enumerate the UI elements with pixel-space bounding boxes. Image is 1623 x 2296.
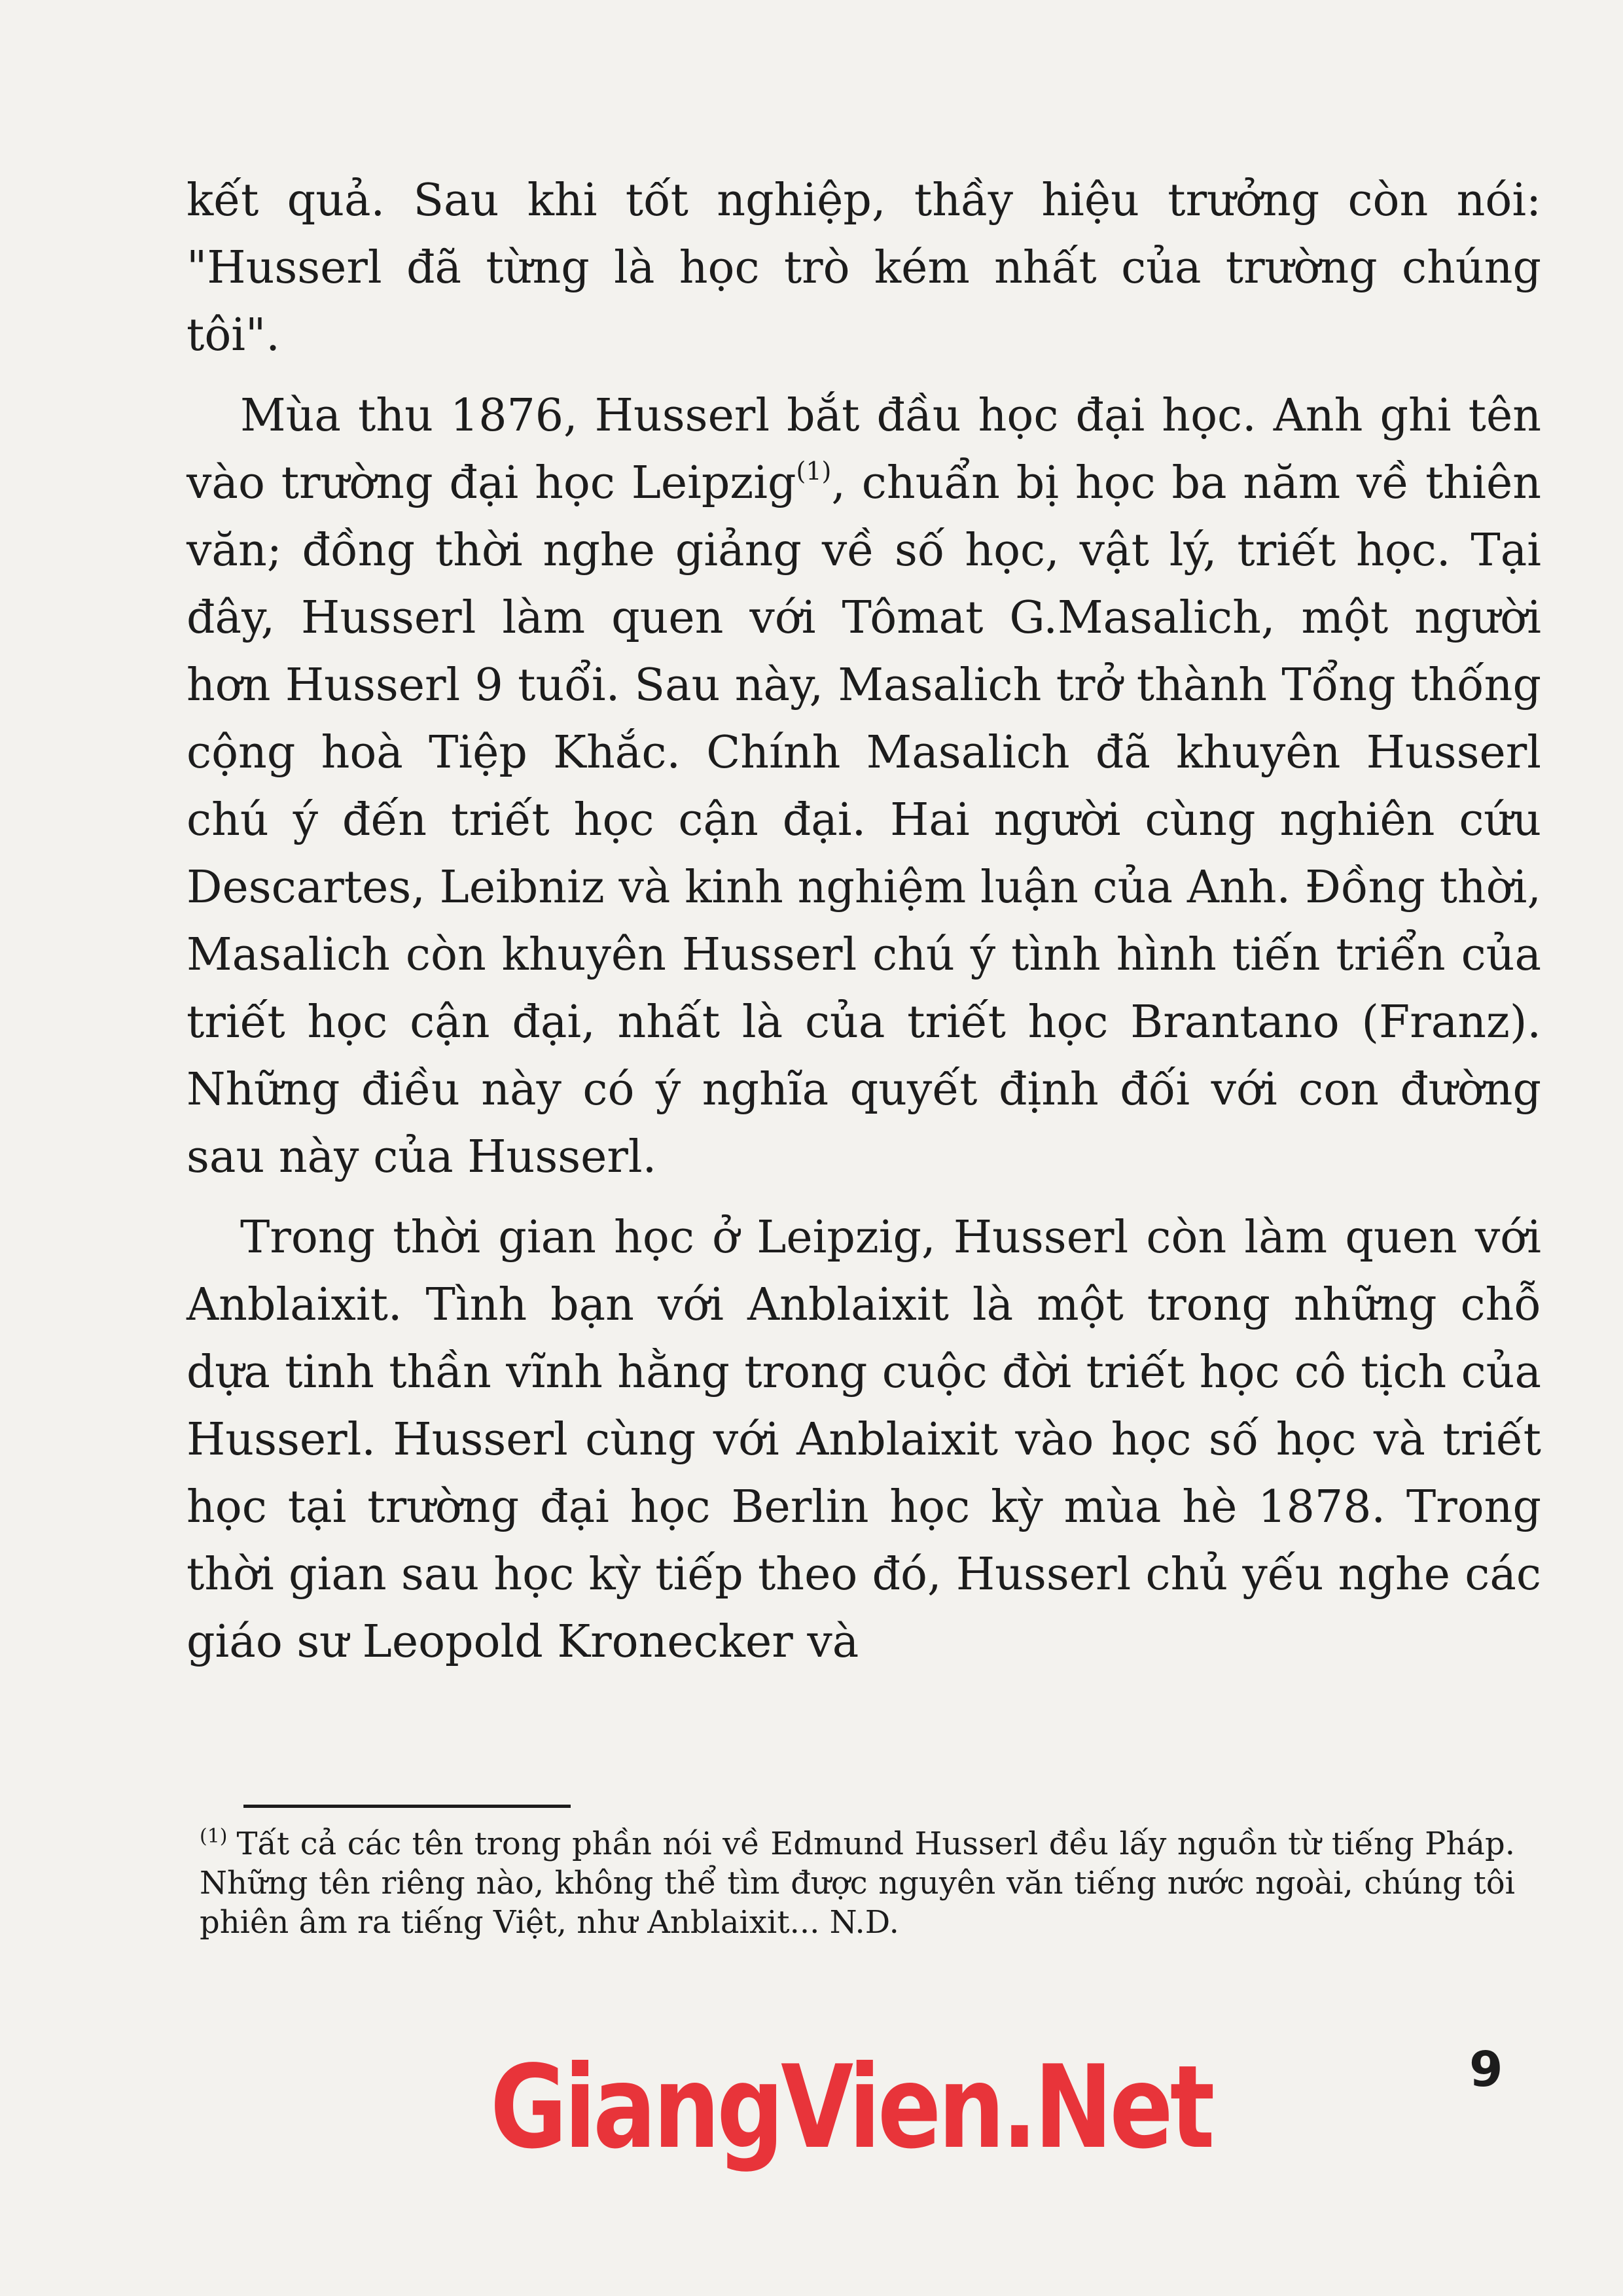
footnote-reference: (1) <box>796 457 832 486</box>
footnote-divider <box>243 1805 571 1808</box>
footnote-text: Tất cả các tên trong phần nói về Edmund Husserl đều lấy nguồn từ tiếng Pháp. Những tên riêng nào, không thể tìm được nguyên văn tiếng nước ngoài, chúng tôi phiên âm ra tiếng Việt, như Anblaixit... N.D. <box>200 1826 1515 1941</box>
paragraph-2-text-a: Mùa thu 1876, Husserl bắt đầu học đại học. Anh ghi tên vào trường đại học Leipzig <box>187 390 1541 509</box>
paragraph-2 <box>187 382 1541 1191</box>
page-number: 9 <box>1469 2041 1503 2098</box>
paragraph-3: Trong thời gian học ở Leipzig, Husserl còn làm quen với Anblaixit. Tình bạn với Anblaixit là một trong những chỗ dựa tinh thần vĩnh hằng trong cuộc đời triết học cô tịch của Husserl. Husserl cùng với Anblaixit vào học số học và triết học tại trường đại học Berlin học kỳ mùa hè 1878. Trong thời gian sau học kỳ tiếp theo đó, Husserl chủ yếu nghe các giáo sư Leopold Kronecker và <box>187 1212 1541 1668</box>
paragraph-1: kết quả. Sau khi tốt nghiệp, thầy hiệu trưởng còn nói: "Husserl đã từng là học trò kém nhất của trường chúng tôi". <box>187 175 1541 361</box>
paragraph-2-text-b: , chuẩn bị học ba năm về thiên văn; đồng thời nghe giảng về số học, vật lý, triết học. Tại đây, Husserl làm quen với Tômat G.Masalich, một người hơn Husserl 9 tuổi. Sau này, Masalich trở thành Tổng thống cộng hoà Tiệp Khắc. Chính Masalich đã khuyên Husserl chú ý đến triết học cận đại. Hai người cùng nghiên cứu Descartes, Leibniz và kinh nghiệm luận của Anh. Đồng thời, Masalich còn khuyên Husserl chú ý tình hình tiến triển của triết học cận đại, nhất là của triết học Brantano (Franz). Những điều này có ý nghĩa quyết định đối với con đường sau này của Husserl. <box>187 457 1541 1183</box>
body-text <box>187 167 1541 1676</box>
footnote-mark: (1) <box>200 1825 228 1848</box>
footnote <box>200 1824 1515 1942</box>
watermark-logo: GiangVien.Net <box>490 2041 1212 2174</box>
